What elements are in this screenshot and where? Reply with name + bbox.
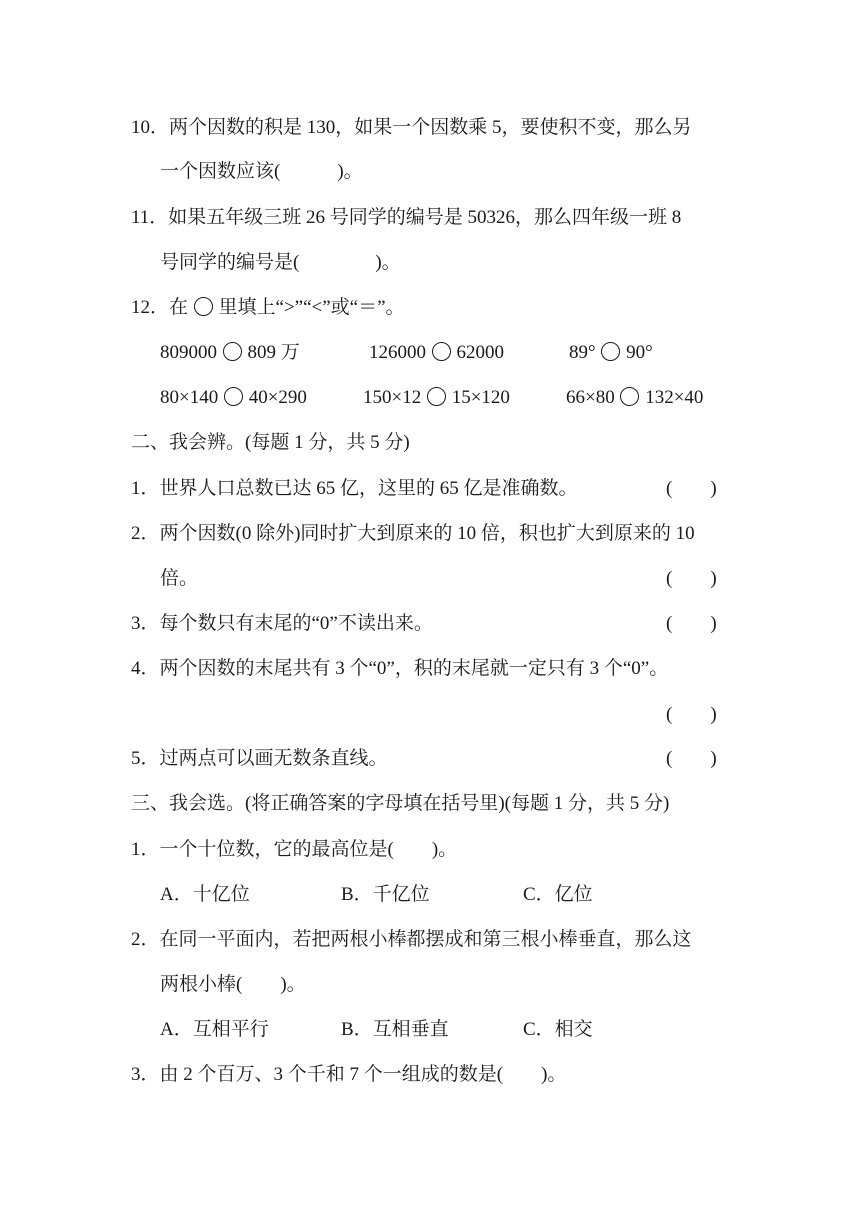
- compare-right: 15×120: [451, 387, 510, 408]
- compare-circle-icon[interactable]: [601, 342, 620, 361]
- compare-item: [569, 341, 653, 365]
- q11-line2: 号同学的编号是( )。: [160, 252, 401, 273]
- judge-q3: 3．每个数只有末尾的“0”不读出来。: [131, 613, 433, 634]
- compare-left: 80×140: [160, 387, 219, 408]
- choose-q2-option-c: C．相交: [523, 1019, 593, 1040]
- compare-left: 66×80: [566, 387, 615, 408]
- judge-q5-answer-blank[interactable]: ( ): [666, 748, 717, 769]
- choose-q2-line1: 2．在同一平面内，若把两根小棒都摆成和第三根小棒垂直，那么这: [131, 929, 692, 950]
- compare-circle-icon[interactable]: [427, 387, 446, 406]
- judge-q2-line1: 2．两个因数(0 除外)同时扩大到原来的 10 倍，积也扩大到原来的 10: [131, 523, 695, 544]
- compare-left: 809000: [160, 342, 217, 363]
- compare-item: [369, 341, 504, 365]
- q11-line1: 11．如果五年级三班 26 号同学的编号是 50326，那么四年级一班 8: [131, 207, 682, 228]
- judge-q4: 4．两个因数的末尾共有 3 个“0”，积的末尾就一定只有 3 个“0”。: [131, 658, 669, 679]
- compare-right: 62000: [456, 342, 504, 363]
- compare-left: 126000: [369, 342, 426, 363]
- compare-right: 90°: [626, 342, 653, 363]
- compare-right: 40×290: [248, 387, 307, 408]
- choose-heading: 三、我会选。(将正确答案的字母填在括号里)(每题 1 分，共 5 分): [131, 793, 670, 814]
- choose-q1-option-a: A．十亿位: [160, 884, 250, 905]
- judge-q1-answer-blank[interactable]: ( ): [666, 478, 717, 499]
- q12-text-a: 12．在: [131, 297, 189, 318]
- judge-q3-answer-blank[interactable]: ( ): [666, 613, 717, 634]
- choose-q1-option-c: C．亿位: [523, 884, 593, 905]
- compare-item: [363, 386, 510, 410]
- compare-circle-icon[interactable]: [224, 387, 243, 406]
- compare-circle-icon[interactable]: [432, 342, 451, 361]
- judge-heading: 二、我会辨。(每题 1 分，共 5 分): [131, 432, 410, 453]
- circle-icon: [194, 297, 213, 316]
- choose-q3: 3．由 2 个百万、3 个千和 7 个一组成的数是( )。: [131, 1064, 567, 1085]
- compare-circle-icon[interactable]: [620, 387, 639, 406]
- judge-q2-answer-blank[interactable]: ( ): [666, 568, 717, 589]
- compare-right: 132×40: [645, 387, 704, 408]
- compare-left: 89°: [569, 342, 596, 363]
- compare-circle-icon[interactable]: [223, 342, 242, 361]
- choose-q2-line2: 两根小棒( )。: [160, 974, 306, 995]
- judge-q2-line2: 倍。: [160, 568, 199, 589]
- choose-q1: 1．一个十位数，它的最高位是( )。: [131, 839, 458, 860]
- compare-item: [160, 341, 300, 365]
- judge-q5: 5．过两点可以画无数条直线。: [131, 748, 388, 769]
- judge-q4-answer-blank[interactable]: ( ): [666, 704, 717, 725]
- q10-line1: 10．两个因数的积是 130，如果一个因数乘 5，要使积不变，那么另: [131, 117, 692, 138]
- q12-text-b: 里填上“>”“<”或“＝”。: [218, 297, 405, 318]
- compare-left: 150×12: [363, 387, 422, 408]
- judge-q1: 1．世界人口总数已达 65 亿，这里的 65 亿是准确数。: [131, 478, 578, 499]
- compare-item: [160, 386, 307, 410]
- choose-q1-option-b: B．千亿位: [341, 884, 430, 905]
- compare-right: 809 万: [247, 342, 300, 363]
- q12-instruction: [131, 296, 405, 320]
- choose-q2-option-a: A．互相平行: [160, 1019, 269, 1040]
- compare-item: [566, 386, 703, 410]
- q10-line2: 一个因数应该( )。: [160, 161, 363, 182]
- choose-q2-option-b: B．互相垂直: [341, 1019, 449, 1040]
